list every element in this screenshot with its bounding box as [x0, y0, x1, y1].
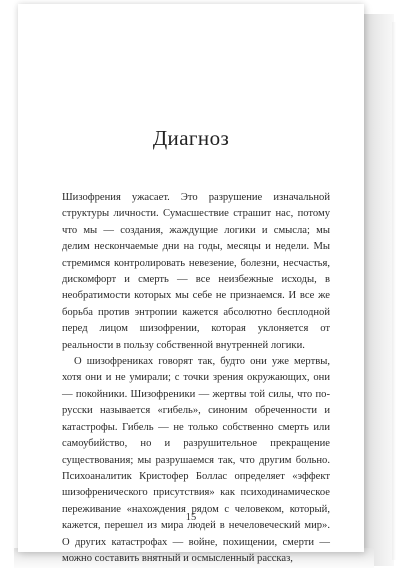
paragraph: Шизофрения ужасает. Это разрушение изначальной структуры личности. Сумасшествие страшит нас, потому что мы — создания, жаждущие логики и смысла; мы делим нескончаемые дни на годы, месяцы и недели. Мы стремимся контролировать невезение, болезни, несчастья, дискомфорт и смерть — все неизбежные исходы, в необратимости которых мы себе не признаемся. И все же борьба против энтропии кажется абсолютно бесплодной перед лицом шизофрении, которая уклоняется от реальности в пользу собственной внутренней логики.: [62, 192, 330, 351]
page-stack-shadow: [360, 14, 394, 566]
page-stack-edge: [392, 22, 396, 560]
paragraph: О шизофрениках говорят так, будто они уже мертвы, хотя они и не умирали; с точки зрения окружающих, они — покойники. Шизофреники — жертвы той силы, что по-русски называется «гибель», синоним обреченности и катастрофы. Гибель — не только собственно смерть или самоубийство, но и разрушительное прекращение существования; мы разрушаемся так, что другим больно. Психоаналитик Кристофер Боллас определяет «эффект шизофренического присутствия» как психодинамическое переживание «нахождения рядом с человеком, который, кажется, перешел из мира людей в нечеловеческий мир». О других катастрофах — войне, похищении, смерти — можно составить внятный и осмысленный рассказ,: [62, 356, 330, 564]
body-text: [62, 190, 330, 567]
book-page: [18, 4, 364, 564]
page-number: 15: [185, 512, 197, 523]
chapter-title: Диагноз: [152, 126, 230, 150]
